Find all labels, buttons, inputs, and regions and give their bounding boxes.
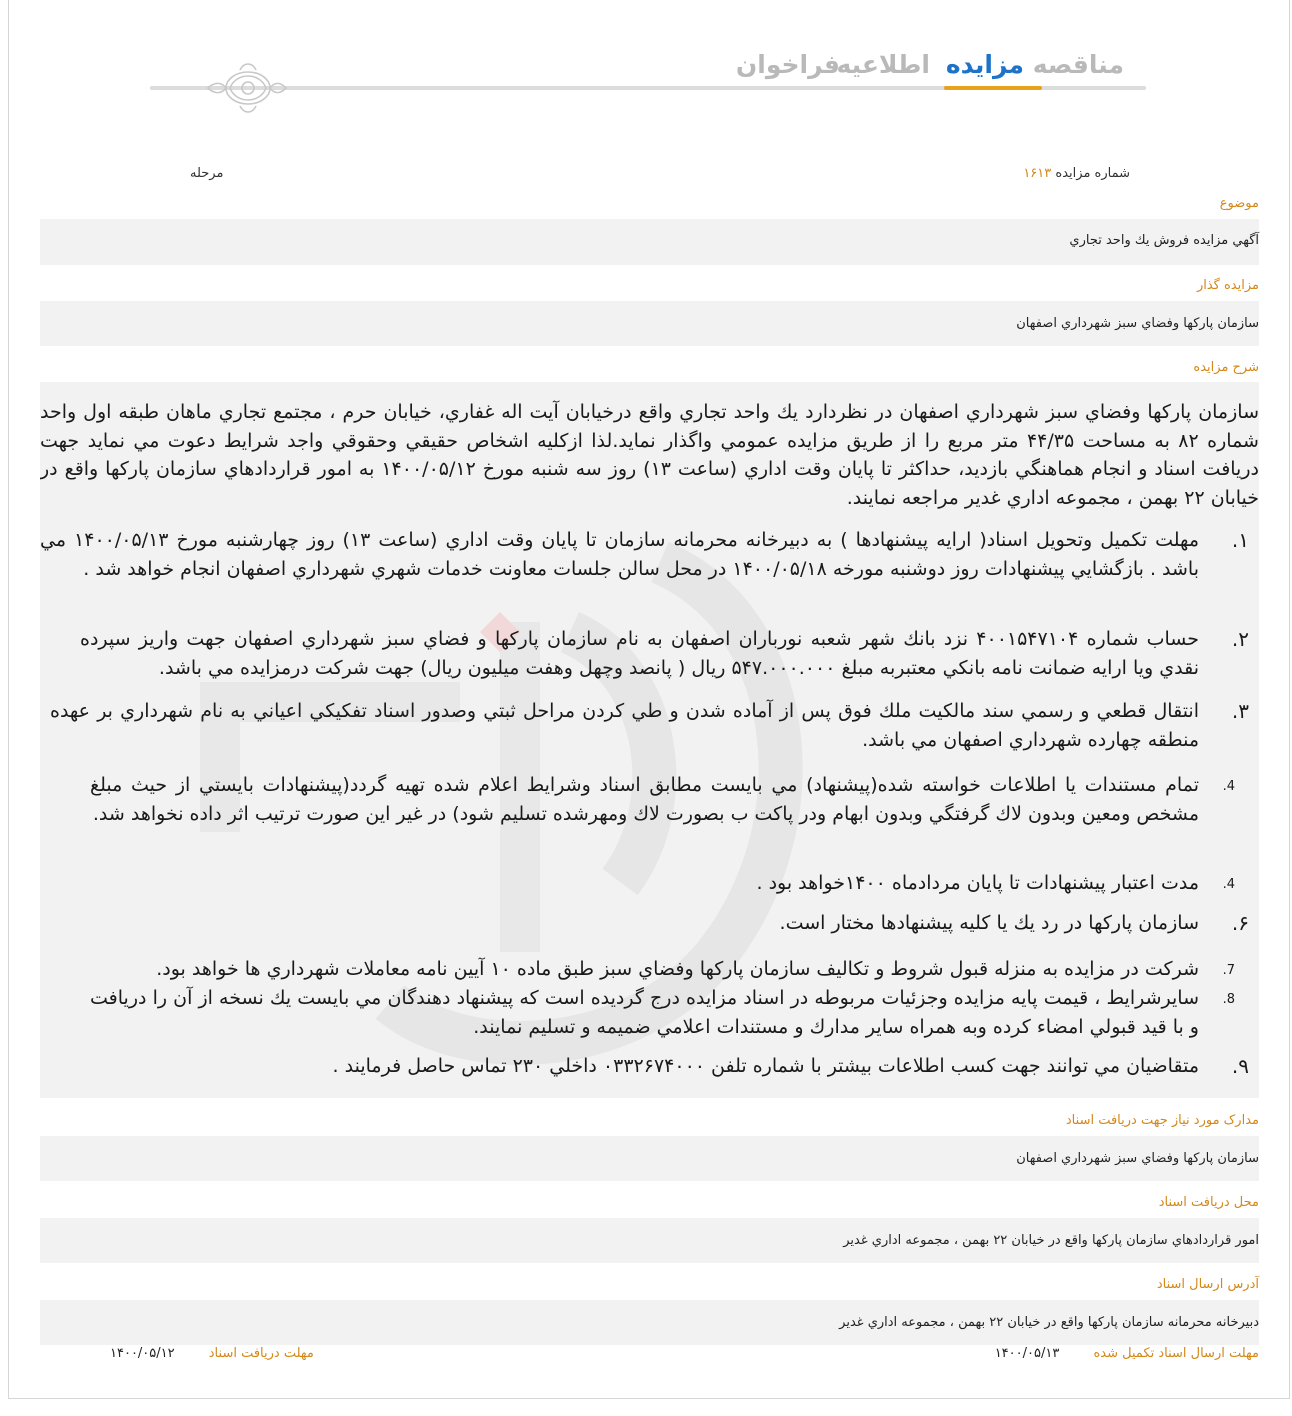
description-box — [40, 382, 1259, 1098]
list-item-text: تمام مستندات يا اطلاعات خواسته شده(پيشنهاد) مي بايست مطابق اسناد وشرايط اعلام شده تهيه گردد(پيشنهادات بايستي از حيث مبلغ مشخص ومعين وبدون لاك گرفتگي وبدون ابهام ودر پاكت ب بصورت لاك ومهرشده تسليم شود) در غير اين صورت ترتيب اثر داده نخواهد شد. — [90, 774, 1199, 825]
page-frame-right — [1289, 0, 1290, 1398]
list-item-number: 4. — [1222, 877, 1235, 892]
page-frame-bottom — [8, 1398, 1290, 1399]
description-label: شرح مزايده — [1193, 360, 1259, 375]
list-item-number: ۲. — [1231, 627, 1249, 651]
list-item — [90, 771, 1235, 828]
tab-announcement[interactable]: اطلاعيه — [836, 50, 930, 79]
list-item-text: سازمان پاركها در رد يك يا كليه پيشنهادها مختار است. — [779, 912, 1199, 934]
list-item-text: حساب شماره ۴۰۰۱۵۴۷۱۰۴ نزد بانك شهر شعبه نورباران اصفهان به نام سازمان پاركها و فضاي سبز شهرداري اصفهان جهت واريز سپرده نقدي ويا ارايه ضمانت نامه بانكي معتبربه مبلغ ۵۴۷.۰۰۰.۰۰۰ ريال ( پانصد وچهل وهفت ميليون ريال) جهت شركت درمزايده مي باشد. — [80, 628, 1199, 679]
subject-label: موضوع — [1219, 196, 1259, 211]
receive-deadline-label: مهلت دریافت اسناد — [208, 1346, 314, 1361]
send-address-value: دبيرخانه محرمانه سازمان پاركها واقع در خيابان ۲۲ بهمن ، مجموعه اداري غدير — [839, 1315, 1259, 1330]
tab-auction[interactable]: مزايده — [945, 50, 1024, 79]
subject-box — [40, 219, 1259, 265]
active-tab-indicator — [944, 86, 1042, 90]
list-item-text: متقاضيان مي توانند جهت كسب اطلاعات بيشتر با شماره تلفن ۰۳۳۲۶۷۴۰۰۰ داخلي ۲۳۰ تماس حاصل فرمايند . — [332, 1055, 1199, 1077]
submit-deadline-label: مهلت ارسال اسناد تکمیل شده — [1093, 1346, 1259, 1361]
list-item-text: مدت اعتبار پيشنهادات تا پايان مردادماه ۱۴۰۰خواهد بود . — [756, 872, 1199, 894]
list-item — [90, 984, 1235, 1041]
list-item-number: ۶. — [1231, 911, 1249, 935]
list-item-number: ۹. — [1231, 1054, 1249, 1078]
submit-deadline — [995, 1346, 1259, 1361]
description-intro: سازمان پاركها وفضاي سبز شهرداري اصفهان در نظردارد يك واحد تجاري واقع درخيابان آيت اله غفاري، خيابان حرم ، مجتمع تجاري ماهان طبقه اول واحد شماره ۸۲ به مساحت ۴۴/۳۵ متر مربع را از طريق مزايده عمومي واگذار نمايد.لذا ازكليه اشخاص حقيقي وحقوقي واجد شرايط دعوت مي نمايد جهت دريافت اسناد و انجام هماهنگي بازديد، حداكثر تا پايان وقت اداري (ساعت ۱۳) روز سه شنبه مورخ ۱۴۰۰/۰۵/۱۲ به امور قراردادهاي سازمان پاركها واقع در خيابان ۲۲ بهمن ، مجموعه اداري غدير مراجعه نمايند. — [40, 401, 1259, 509]
list-item — [80, 955, 1235, 984]
subject-value: آگهي مزايده فروش يك واحد تجاري — [1069, 233, 1259, 248]
list-item-number: 4. — [1222, 779, 1235, 794]
list-item — [160, 909, 1249, 938]
docs-place-value: امور قراردادهاي سازمان پاركها واقع در خيابان ۲۲ بهمن ، مجموعه اداري غدير — [843, 1233, 1259, 1248]
docs-required-value: سازمان پاركها وفضاي سبز شهرداري اصفهان — [1016, 1151, 1259, 1166]
auction-number-label: شماره مزايده — [1055, 166, 1130, 181]
tab-tender[interactable]: مناقصه — [1032, 50, 1124, 79]
stage-label: مرحله — [190, 166, 224, 181]
docs-required-box — [40, 1136, 1259, 1181]
list-item — [80, 625, 1249, 682]
receive-deadline-value: ۱۴۰۰/۰۵/۱۲ — [110, 1346, 175, 1361]
category-tabs — [150, 46, 1146, 94]
auction-number — [1023, 166, 1130, 181]
send-address-label: آدرس ارسال اسناد — [1156, 1277, 1259, 1292]
list-item-text: انتقال قطعي و رسمي سند مالكيت ملك فوق پس از آماده شدن و طي كردن مراحل ثبتي وصدور اسناد تفكيكي اعياني به نام شهرداري بر عهده منطقه چهارده شهرداري اصفهان مي باشد. — [50, 700, 1199, 751]
list-item — [160, 869, 1235, 898]
list-item-number: ۱. — [1231, 528, 1249, 552]
ornament-icon — [200, 58, 290, 118]
receive-deadline — [110, 1346, 314, 1361]
list-item — [100, 1052, 1249, 1081]
list-item — [40, 526, 1249, 583]
docs-place-label: محل دریافت اسناد — [1158, 1195, 1259, 1210]
docs-required-label: مدارک مورد نیاز جهت دریافت اسناد — [1065, 1113, 1259, 1128]
docs-place-box — [40, 1218, 1259, 1263]
auctioneer-box — [40, 301, 1259, 346]
page-frame-left — [8, 0, 9, 1398]
list-item-number: 7. — [1222, 963, 1235, 978]
list-item — [50, 697, 1249, 754]
list-item-number: 8. — [1222, 992, 1235, 1007]
list-item-number: ۳. — [1231, 699, 1249, 723]
description-text — [40, 398, 1259, 512]
send-address-box — [40, 1300, 1259, 1345]
list-item-text: سايرشرايط ، قيمت پايه مزايده وجزئيات مربوطه در اسناد مزايده درج گرديده است كه پيشنهاد دهندگان مي بايست يك نسخه از آن را دريافت و با قيد قبولي امضاء كرده وبه همراه ساير مدارك و مستندات اعلامي ضميمه و تسليم نمايند. — [90, 987, 1199, 1038]
auctioneer-value: سازمان پاركها وفضاي سبز شهرداري اصفهان — [1016, 316, 1259, 331]
auctioneer-label: مزايده گذار — [1196, 278, 1259, 293]
list-item-text: شركت در مزايده به منزله قبول شروط و تكاليف سازمان پاركها وفضاي سبز طبق ماده ۱۰ آيين نامه معاملات شهرداري ها خواهد بود. — [156, 958, 1199, 980]
auction-number-value: ۱۶۱۳ — [1023, 166, 1052, 181]
tab-call[interactable]: فراخوان — [735, 50, 840, 79]
submit-deadline-value: ۱۴۰۰/۰۵/۱۳ — [994, 1346, 1060, 1361]
list-item-text: مهلت تكميل وتحويل اسناد( ارايه پيشنهادها ) به دبيرخانه محرمانه سازمان تا پايان وقت اداري (ساعت ۱۳) روز چهارشنبه مورخ ۱۴۰۰/۰۵/۱۳ مي باشد . بازگشايي پيشنهادات روز دوشنبه مورخه ۱۴۰۰/۰۵/۱۸ در محل سالن جلسات معاونت خدمات شهري شهرداري اصفهان انجام خواهد شد . — [40, 529, 1199, 580]
